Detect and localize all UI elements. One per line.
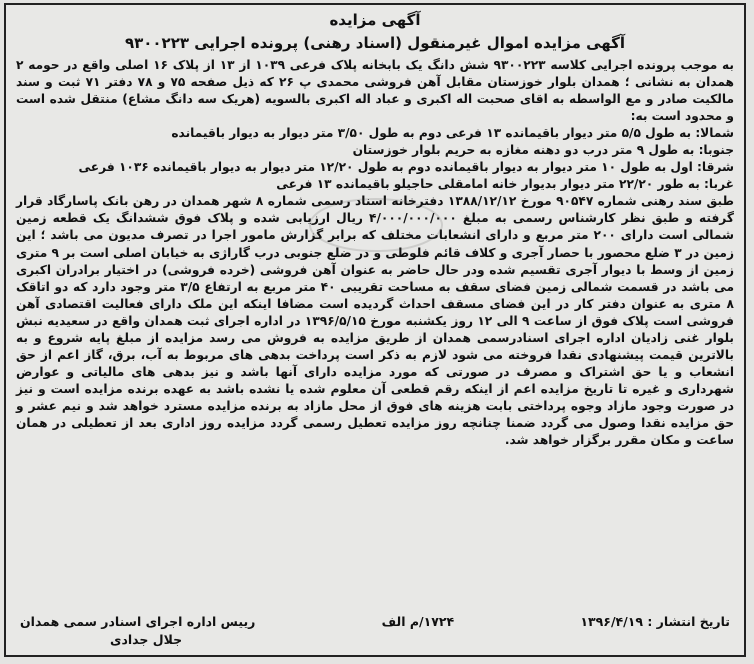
south-boundary: جنوبا: به طول ۹ متر درب دو دهنه مغازه به حریم بلوار خوزستان xyxy=(352,143,734,158)
signer-title: رییس اداره اجرای اسنادر سمی همدان xyxy=(20,614,256,629)
publish-date: تاریخ انتشار : ۱۳۹۶/۴/۱۹ xyxy=(580,614,730,629)
north-boundary: شمالا: به طول ۵/۵ متر دیوار باقیمانده ۱۳ فرعی دوم به طول ۳/۵۰ متر دیوار به دیوار باقیمانده xyxy=(171,126,734,141)
auction-notice xyxy=(4,3,746,657)
notice-footer xyxy=(20,613,730,649)
notice-heading: آگهی مزایده xyxy=(329,11,421,29)
west-boundary: غربا: به طور ۲۲/۲۰ متر دیوار بدیوار خانه امامقلی حاجیلو باقیمانده ۱۳ فرعی xyxy=(276,177,734,192)
east-boundary: شرقا: اول به طول ۱۰ متر دیوار به دیوار باقیمانده دوم به طول ۱۲/۲۰ متر دیوار به دیوار باقیمانده ۱۰۳۶ فرعی xyxy=(78,160,734,175)
intro-paragraph: به موجب پرونده اجرایی کلاسه ۹۳۰۰۲۲۳ شش دانگ یک بابخانه پلاک فرعی ۱۰۳۹ از ۱۳ از پلاک ۱۶ اصلی واقع در حومه ۲ همدان به نشانی ؛ همدان بلوار خوزستان مقابل آهن فروشی محمدی پ ۲۶ که ذیل صفحه ۷۵ و ۷۸ دفتر ۷۱ ثبت و سند مالکیت صادر و مع الواسطه به اقای صحبت اله اکبری و عباد اله اکبری بالسویه (هریک سه دانگ مشاع) منتقل شده است و محدود است به: xyxy=(16,58,735,124)
signer-name: جلال جدادی xyxy=(110,632,183,647)
notice-subtitle: آگهی مزایده اموال غیرمنقول (اسناد رهنی) پرونده اجرایی ۹۳۰۰۲۲۳ xyxy=(124,34,626,52)
faded-stamp-icon xyxy=(306,195,446,255)
reference-number: ۱۷۲۴/م الف xyxy=(381,614,455,629)
terms-paragraph: طبق سند رهنی شماره ۹۰۵۴۷ مورخ ۱۳۸۸/۱۲/۱۲ دفترخانه اسناد رسمی شماره ۸ شهر همدان در رهن بانک پاسارگاد قرار گرفته و طبق نظر کارشناس رسمی به مبلغ ۴/۰۰۰/۰۰۰/۰۰۰ ریال ارزیابی شده و پلاک فوق ششدانگ یک قطعه زمین شمالی است دارای ۲۰۰ متر مربع و دارای انشعابات مختلف که برابر گزارش مامور اجرا در تصرف مدیون می باشد ؛ این زمین در ۳ ضلع محصور با حصار آجری و کلاف قائم فلوطی و در ضلع جنوبی درب گاراژی به خیابان اصلی است بر ۹ متری زمین از وسط با دیوار آجری تقسیم شده ودر حال حاضر به عنوان آهن فروشی (خرده فروشی) در اختیار برادران اکبری می باشد در قسمت شمالی زمین فضای سقف به مساحت تقریبی ۴۰ متر مربع به ارتفاع ۳/۵ متر وجود دارد که دو اتاقک ۸ متری به عنوان دفتر کار در این فضای مسقف احداث گردیده است مضافا اینکه این ملک دارای فعالیت اقتصادی آهن فروشی است پلاک فوق از ساعت ۹ الی ۱۲ روز یکشنبه مورخ ۱۳۹۶/۵/۱۵ در اداره اجرای ثبت همدان واقع در سعیدیه نبش بلوار غنی زادیان اداره اجرای اسنادرسمی همدان از طریق مزایده به فروش می رسد مزایده از مبلغ پایه شروع و به بالاترین قیمت پیشنهادی نقدا فروخته می شود لازم به ذکر است پرداخت بدهی های مربوط به آب، برق، گاز اعم از حق انشعاب و یا حق اشتراک و مصرف در صورتی که مورد مزایده دارای آنها باشد و نیز بدهی های مالیاتی و عوارض شهرداری و غیره تا تاریخ مزایده اعم از اینکه رقم قطعی آن معلوم شده یا نشده باشد به عهده برنده مزایده است و نیز در صورت وجود مازاد وجوه پرداختی بابت هزینه های فوق از محل مازاد به برنده مزایده مسترد خواهد شد و نیم عشر و حق مزایده نقدا وصول می گردد ضمنا چنانچه روز مزایده تعطیل رسمی گردد مزایده روز اداری بعد از تعطیلی در همان ساعت و مکان مقرر برگزار خواهد شد. xyxy=(16,194,735,448)
